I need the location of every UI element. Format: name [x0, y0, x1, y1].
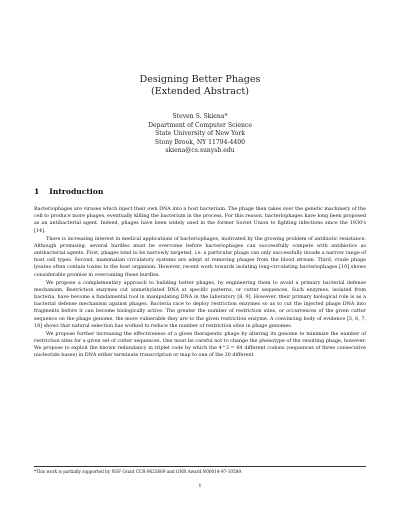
- author-university: State University of New York: [155, 130, 245, 138]
- paragraph: There is increasing interest in medical applications of bacteriophages, motivated by the growing problem of antibiotic resistance. Although promising, several hurdles must be overcome before bacteriophages can successfully compete with antibiotics as antibacterial agents. First, phages tend to be narrowly targeted, i.e. a particular phage can only successfully invade a narrow range of host cell types. Second, mammalian circulatory systems are adept at removing phages from the blood stream. Third, crude phage lysates often contain toxins to the host organism. However, recent work towards isolating long-circulating bacteriophages [10] shows considerable promise in overcoming these hurdles.: [34, 235, 366, 278]
- section-number: 1: [34, 187, 40, 196]
- paragraph: We propose further increasing the effectiveness of a given therapeutic phage by altering its genome to minimize the number of restriction sites for a given set of cutter sequences. One must be careful not to change the phenotype of the resulting phage, however. We propose to exploit the known redundancy in triplet code by which the 4^3 = 64 different codons (sequences of three consecutive nucleotide bases) in DNA either terminate transcription or map to one of the 20 different: [34, 330, 366, 359]
- section-body: [34, 206, 366, 360]
- paragraph: Bacteriophages are viruses which inject their own DNA into a host bacterium. The phage then takes over the genetic machinery of the cell to produce more phages, eventually killing the bacterium in the process. For this reason, bacteriophages have long been proposed as an antibacterial agent. Indeed, phages have been widely used in the former Soviet Union to fighting infections since the 1930's [14].: [34, 206, 366, 234]
- author-block: [0, 113, 400, 156]
- section-title: Introduction: [49, 187, 104, 196]
- title-line-2: (Extended Abstract): [150, 86, 249, 97]
- author-name: Steven S. Skiena*: [172, 113, 228, 120]
- author-address: Stony Brook, NY 11794-4400: [154, 138, 246, 146]
- page-number: 1: [198, 483, 202, 489]
- footnote-text: *This work is partially supported by NSF Grant CCR-9625669 and ONR Award N00014-97-10589.: [34, 469, 243, 474]
- section-heading: [34, 187, 103, 196]
- author-email: skiena@cs.sunysb.edu: [165, 147, 235, 155]
- footnote: [34, 466, 366, 475]
- paper-title: [0, 74, 400, 98]
- paragraph: We propose a complementary approach to building better phages, by engineering them to avoid a primary bacterial defense mechanism. Restriction enzymes cut unmethylated DNA at specific patterns, or cutter sequences. Such enzymes, isolated from bacteria, have become a fundamental tool in manipulating DNA in the laboratory [8, 9]. However, their primary biological role is as a bacterial defense mechanism against phages. Bacteria race to deploy restriction enzymes so as to cut the injected phage DNA into fragments before it can become biologically active. The greater the number of restriction sites, or occurrences of the given cutter sequence on the phage genome, the more vulnerable they are to the given restriction enzyme. A convincing body of evidence [3, 6, 7, 18] shows that natural selection has worked to reduce the number of restriction sites in phage genomes.: [34, 279, 366, 329]
- title-line-1: Designing Better Phages: [139, 74, 261, 85]
- author-department: Department of Computer Science: [148, 121, 252, 129]
